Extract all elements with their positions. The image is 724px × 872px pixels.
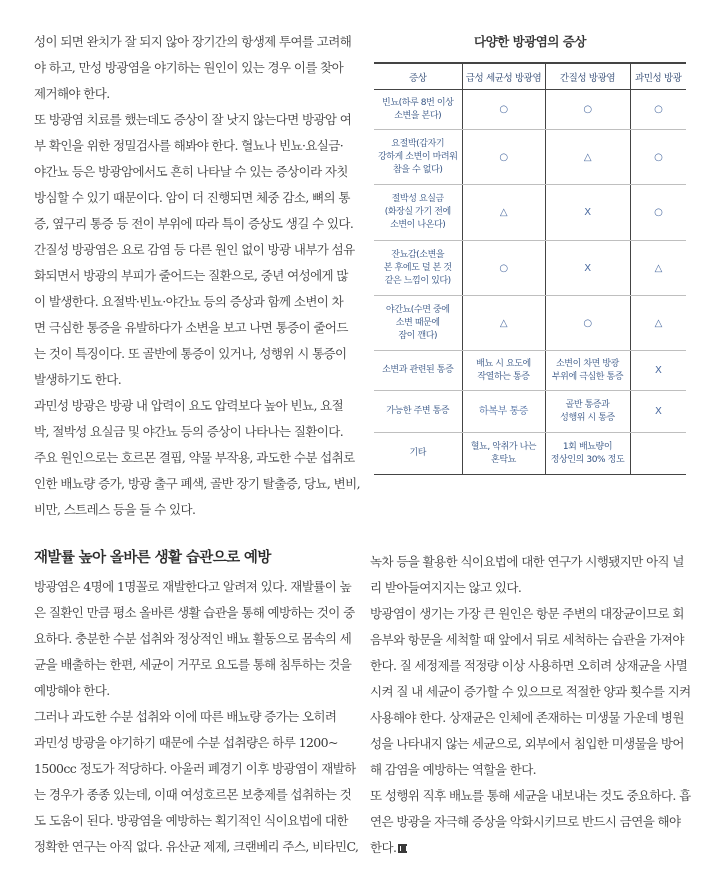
text-line: 해 감염을 예방하는 역할을 한다. bbox=[370, 762, 537, 777]
text-line: 리 받아들여지지는 않고 있다. bbox=[370, 580, 522, 595]
symptom-table bbox=[374, 62, 686, 475]
symptom-cell bbox=[374, 351, 462, 391]
value-cell bbox=[630, 296, 686, 351]
table-row bbox=[374, 241, 686, 296]
table-row bbox=[374, 185, 686, 241]
cell-line: 같은 느낌이 있다) bbox=[384, 275, 451, 286]
text-line: 성을 나타내지 않는 세균으로, 외부에서 침입한 미생물을 방어 bbox=[370, 736, 684, 751]
paragraph bbox=[370, 601, 691, 783]
article-body-top bbox=[34, 29, 361, 523]
value-cell bbox=[630, 351, 686, 391]
value-cell bbox=[462, 433, 545, 475]
text-line: 방광염은 4명에 1명꼴로 재발한다고 알려져 있다. 재발률이 높 bbox=[34, 579, 352, 594]
table-row bbox=[374, 130, 686, 185]
cell-line: (화장실 가기 전에 bbox=[384, 207, 451, 217]
cell-line: △ bbox=[583, 151, 592, 163]
paragraph bbox=[34, 107, 352, 237]
text-line: 과민성 방광을 야기하기 때문에 수분 섭취량은 하루 1200~ bbox=[34, 735, 338, 750]
value-cell bbox=[462, 351, 545, 391]
cell-line: ○ bbox=[654, 151, 663, 163]
cell-line: 강하게 소변이 마려워 bbox=[377, 151, 458, 162]
section-heading: 재발률 높아 올바른 생활 습관으로 예방 bbox=[34, 549, 271, 566]
table-title: 다양한 방광염의 증상 bbox=[474, 34, 586, 49]
cell-line: 1회 배뇨량이 bbox=[562, 441, 613, 452]
value-cell bbox=[462, 241, 545, 296]
cell-line: △ bbox=[654, 317, 662, 329]
right-bottom-column bbox=[370, 549, 691, 861]
cell-line: 소변이 나온다) bbox=[390, 220, 446, 230]
cell-line: 본 후에도 덜 본 것 bbox=[383, 262, 452, 273]
value-cell bbox=[545, 433, 630, 475]
cell-line: ○ bbox=[583, 317, 592, 329]
text-line: 또 방광염 치료를 했는데도 증상이 잘 낫지 않는다면 방광암 여 bbox=[34, 112, 352, 127]
text-line: 연은 방광을 자극해 증상을 악화시키므로 반드시 금연을 해야 bbox=[370, 814, 681, 829]
value-cell bbox=[545, 241, 630, 296]
value-cell bbox=[630, 130, 686, 185]
cell-line: 소변이 차면 방광 bbox=[556, 358, 619, 369]
value-cell bbox=[462, 391, 545, 433]
cell-line: 참을 수 없다) bbox=[392, 164, 443, 175]
article-body-bottom-right bbox=[370, 549, 691, 861]
symptom-cell bbox=[374, 241, 462, 296]
cell-line: 야간뇨(수면 중에 bbox=[385, 304, 450, 315]
text-line: 야 하고, 만성 방광염을 야기하는 원인이 있는 경우 이를 찾아 bbox=[34, 60, 344, 75]
left-top-column bbox=[34, 29, 361, 523]
text-line: 야간뇨 등은 방광암에서도 흔히 나타날 수 있는 증상이라 자칫 bbox=[34, 164, 348, 179]
symptom-cell bbox=[374, 391, 462, 433]
cell-line: 소변 때문에 bbox=[395, 317, 440, 328]
header-interstitial: 간질성 방광염 bbox=[545, 63, 630, 90]
paragraph bbox=[34, 393, 361, 523]
text-line: 은 질환인 만큼 평소 올바른 생활 습관을 통해 예방하는 것이 중 bbox=[34, 605, 355, 620]
cell-line: X bbox=[584, 262, 591, 274]
value-cell bbox=[630, 241, 686, 296]
paragraph bbox=[370, 783, 691, 861]
cell-line: ○ bbox=[583, 104, 592, 115]
symptom-cell bbox=[374, 130, 462, 185]
table-row bbox=[374, 433, 686, 475]
symptom-cell bbox=[374, 90, 462, 130]
value-cell bbox=[630, 90, 686, 130]
text-line: 예방해야 한다. bbox=[34, 683, 110, 698]
cell-line: 골반 통증과 bbox=[565, 399, 610, 410]
paragraph bbox=[370, 549, 688, 601]
cell-line: △ bbox=[499, 317, 508, 329]
cell-line: X bbox=[584, 207, 591, 218]
cell-line: ○ bbox=[499, 151, 508, 163]
text-line: 그러나 과도한 수분 섭취와 이에 따른 배뇨량 증가는 오히려 bbox=[34, 709, 337, 724]
cell-line: 요절박(갑자기 bbox=[391, 138, 445, 149]
value-cell bbox=[545, 185, 630, 241]
cell-line: 배뇨 시 요도에 bbox=[476, 358, 531, 369]
table-header-row bbox=[374, 63, 686, 90]
header-symptom: 증상 bbox=[374, 63, 462, 90]
cell-line: ○ bbox=[499, 262, 508, 274]
header-acute-bacterial: 급성 세균성 방광염 bbox=[462, 63, 545, 90]
text-line: 제거해야 한다. bbox=[34, 86, 110, 101]
text-line: 간질성 방광염은 요로 감염 등 다른 원인 없이 방광 내부가 섬유 bbox=[34, 242, 355, 257]
cell-line: 부위에 극심한 통증 bbox=[551, 371, 624, 382]
cell-line: X bbox=[655, 365, 662, 376]
cell-line: ○ bbox=[654, 104, 663, 115]
symptom-cell bbox=[374, 185, 462, 241]
text-line: 부 확인을 위한 정밀검사를 해봐야 한다. 혈뇨나 빈뇨·요실금· bbox=[34, 138, 344, 153]
value-cell bbox=[545, 90, 630, 130]
text-line: 는 것이 특징이다. 또 골반에 통증이 있거나, 성행위 시 통증이 bbox=[34, 346, 347, 361]
value-cell bbox=[630, 433, 686, 475]
cell-line: ○ bbox=[654, 207, 663, 218]
text-line: 1500cc 정도가 적당하다. 아울러 폐경기 이후 방광염이 재발하 bbox=[34, 761, 356, 776]
text-line: 요하다. 충분한 수분 섭취와 정상적인 배뇨 활동으로 몸속의 세 bbox=[34, 631, 352, 646]
cell-line: 잠이 깬다) bbox=[398, 330, 438, 341]
text-line: 방광염이 생기는 가장 큰 원인은 항문 주변의 대장균이므로 회 bbox=[370, 606, 684, 621]
text-line: 한다. bbox=[370, 835, 688, 861]
cell-line: X bbox=[655, 406, 662, 417]
table-row bbox=[374, 90, 686, 130]
value-cell bbox=[462, 130, 545, 185]
cell-line: 절박성 요실금 bbox=[391, 194, 444, 204]
text-line: 비만, 스트레스 등을 들 수 있다. bbox=[34, 502, 196, 517]
text-line: 음부와 항문을 세척할 때 앞에서 뒤로 세척하는 습관을 가져야 bbox=[370, 632, 684, 647]
text-line: 면 극심한 통증을 유발하다가 소변을 보고 나면 통증이 줄어드 bbox=[34, 320, 348, 335]
table-row bbox=[374, 391, 686, 433]
value-cell bbox=[545, 130, 630, 185]
text-line: 증, 옆구리 통증 등 전이 부위에 따라 특이 증상도 생길 수 있다. bbox=[34, 216, 354, 231]
paragraph bbox=[34, 29, 352, 107]
paragraph bbox=[34, 237, 355, 393]
text-line: 발생하기도 한다. bbox=[34, 372, 122, 387]
article-body-bottom-left bbox=[34, 574, 359, 860]
text-line: 정확한 연구는 아직 없다. 유산균 제제, 크랜베리 주스, 비타민C, bbox=[34, 839, 359, 854]
text-line: 인한 배뇨량 증가, 방광 출구 폐색, 골반 장기 탈출증, 당뇨, 변비, bbox=[34, 476, 361, 491]
cell-line: △ bbox=[654, 262, 662, 274]
value-cell bbox=[630, 391, 686, 433]
cell-line: 잔뇨감(소변을 bbox=[391, 249, 445, 260]
cell-line: 혈뇨, 악취가 나는 bbox=[470, 441, 537, 452]
cell-line: △ bbox=[499, 207, 508, 218]
left-bottom-column bbox=[34, 546, 359, 860]
text-line: 방심할 수 있기 때문이다. 암이 더 진행되면 체중 감소, 뼈의 통 bbox=[34, 190, 350, 205]
text-line: 사용해야 한다. 상재균은 인체에 존재하는 미생물 가운데 병원 bbox=[370, 710, 684, 725]
cell-line: ○ bbox=[499, 104, 508, 115]
cell-line: 빈뇨(하루 8번 이상 bbox=[382, 97, 454, 108]
paragraph bbox=[34, 704, 359, 860]
paragraph bbox=[34, 574, 355, 704]
text-line: 화되면서 방광의 부피가 줄어드는 질환으로, 중년 여성에게 많 bbox=[34, 268, 348, 283]
text-line: 시켜 질 내 세균이 증가할 수 있으므로 적절한 양과 횟수를 지켜 bbox=[370, 684, 691, 699]
cell-line: 기타 bbox=[409, 448, 427, 458]
header-overactive: 과민성 방광 bbox=[630, 63, 686, 90]
text-line: 과민성 방광은 방광 내 압력이 요도 압력보다 높아 빈뇨, 요절 bbox=[34, 398, 344, 413]
table-row bbox=[374, 296, 686, 351]
cell-line: 작열하는 통증 bbox=[477, 371, 530, 382]
text-line: 성이 되면 완치가 잘 되지 않아 장기간의 항생제 투여를 고려해 bbox=[34, 34, 352, 49]
symptom-cell bbox=[374, 296, 462, 351]
text-line: 또 성행위 직후 배뇨를 통해 세균을 내보내는 것도 중요하다. 흡 bbox=[370, 788, 691, 803]
table-row bbox=[374, 351, 686, 391]
text-line: 도 도움이 된다. 방광염을 예방하는 획기적인 식이요법에 대한 bbox=[34, 813, 348, 828]
value-cell bbox=[462, 296, 545, 351]
text-line: 한다. 질 세정제를 적정량 이상 사용하면 오히려 상재균을 사멸 bbox=[370, 658, 688, 673]
cell-line: 하복부 통증 bbox=[478, 406, 529, 417]
cell-line: 혼탁뇨 bbox=[491, 454, 516, 465]
cell-line: 가능한 주변 통증 bbox=[386, 406, 450, 416]
text-line: 주요 원인으로는 호르몬 결핍, 약물 부작용, 과도한 수분 섭취로 bbox=[34, 450, 355, 465]
text-line: 는 경우가 종종 있는데, 이때 여성호르몬 보충제를 섭취하는 것 bbox=[34, 787, 352, 802]
cell-line: 성행위 시 통증 bbox=[560, 412, 615, 423]
value-cell bbox=[462, 90, 545, 130]
cell-line: 소변과 관련된 통증 bbox=[382, 365, 454, 375]
text-line: 녹차 등을 활용한 식이요법에 대한 연구가 시행됐지만 아직 널 bbox=[370, 554, 684, 569]
text-line: 이 발생한다. 요절박·빈뇨·야간뇨 등의 증상과 함께 소변이 차 bbox=[34, 294, 344, 309]
end-of-article-icon bbox=[398, 844, 407, 853]
cell-line: 정상인의 30% 정도 bbox=[550, 454, 625, 465]
table-body bbox=[374, 90, 686, 475]
symptom-cell bbox=[374, 433, 462, 475]
value-cell bbox=[630, 185, 686, 241]
text-line: 박, 절박성 요실금 및 야간뇨 등의 증상이 나타나는 질환이다. bbox=[34, 424, 344, 439]
value-cell bbox=[545, 296, 630, 351]
value-cell bbox=[545, 391, 630, 433]
text-line: 균을 배출하는 한편, 세균이 거꾸로 요도를 통해 침투하는 것을 bbox=[34, 657, 352, 672]
cell-line: 소변을 본다) bbox=[394, 110, 442, 121]
value-cell bbox=[462, 185, 545, 241]
value-cell bbox=[545, 351, 630, 391]
